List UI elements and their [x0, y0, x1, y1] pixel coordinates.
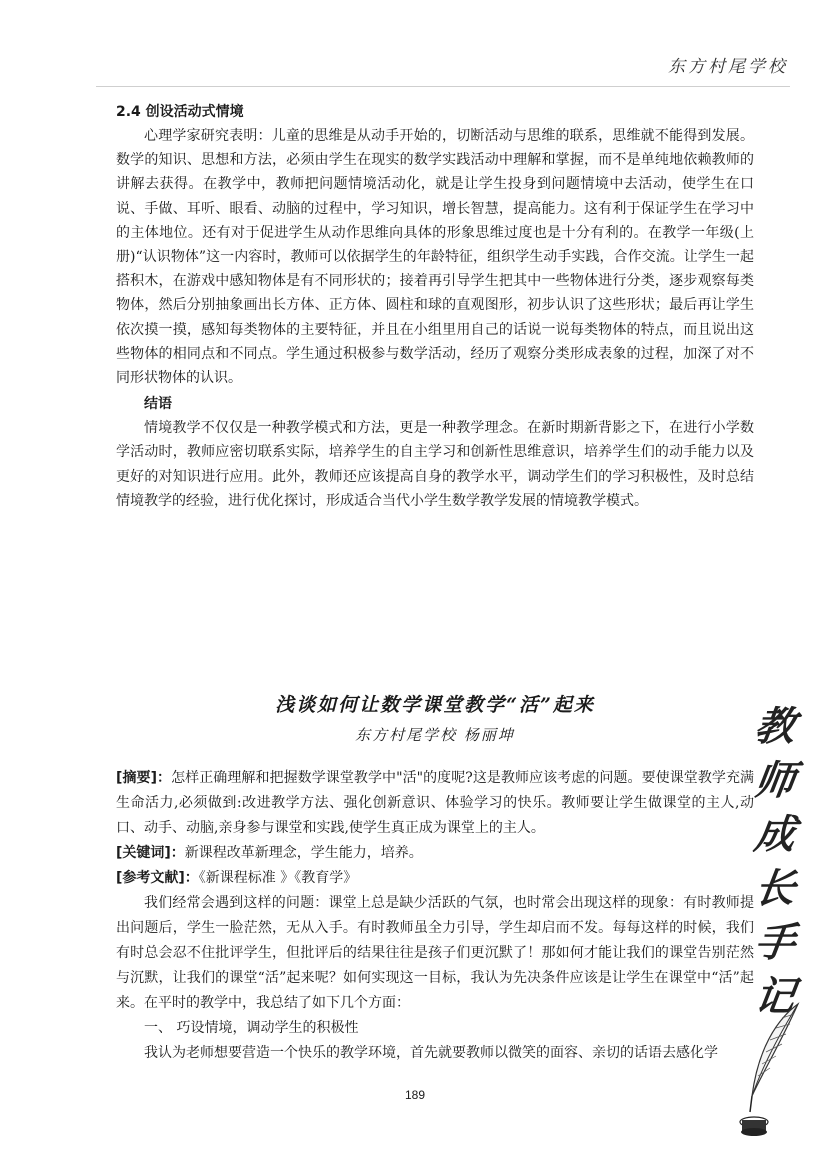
section-paragraph: 心理学家研究表明：儿童的思维是从动手开始的，切断活动与思维的联系，思维就不能得到发展。数学的知识、思想和方法，必须由学生在现实的数学实践活动中理解和掌握，而不是单纯地依赖教师的讲解去获得。在教学中，教师把问题情境活动化，就是让学生投身到问题情境中去活动，使学生在口说、手做、耳听、眼看、动脑的过程中，学习知识，增长智慧，提高能力。这有利于保证学生在学习中的主体地位。还有对于促进学生从动作思维向具体的形象思维过度也是十分有利的。在教学一年级(上册)“认识物体”这一内容时，教师可以依据学生的年龄特征，组织学生动手实践，合作交流。让学生一起搭积木，在游戏中感知物体是有不同形状的；接着再引导学生把其中一些物体进行分类，逐步观察每类物体，然后分别抽象画出长方体、正方体、圆柱和球的直观图形，初步认识了这些形状；最后再让学生依次摸一摸，感知每类物体的主要特征，并且在小组里用自己的话说一说每类物体的特点，而且说出这些物体的相同点和不同点。学生通过积极参与数学活动，经历了观察分类形成表象的过程，加深了对不同形状物体的认识。 — [116, 128, 754, 387]
article-body — [116, 766, 754, 1066]
section-2-4 — [116, 100, 754, 513]
point-one-text: 我认为老师想要营造一个快乐的教学环境，首先就要教师以微笑的面容、亲切的话语去感化学 — [144, 1045, 718, 1061]
sidebar-char: 成 — [751, 811, 799, 858]
references-label: [参考文献]： — [116, 870, 199, 886]
sidebar-char: 记 — [751, 973, 799, 1020]
abstract-label: [摘要]： — [116, 770, 172, 786]
keywords-text: 新课程改革新理念，学生能力，培养。 — [184, 845, 423, 861]
conclusion-heading: 结语 — [144, 396, 172, 413]
sidebar-title — [740, 700, 810, 1024]
sidebar-char: 教 — [751, 703, 799, 750]
article-title: 浅谈如何让数学课堂教学“活”起来 — [275, 694, 595, 716]
intro-paragraph: 我们经常会遇到这样的问题：课堂上总是缺少活跃的气氛，也时常会出现这样的现象：有时教师提出问题后，学生一脸茫然，无从入手。有时教师虽全力引导，学生却启而不发。每每这样的时候，我们有时总会忍不住批评学生，但批评后的结果往往是孩子们更沉默了！那如何才能让我们的课堂告别茫然与沉默，让我们的课堂“活”起来呢？如何实现这一目标，我认为先决条件应该是让学生在课堂中“活”起来。在平时的教学中，我总结了如下几个方面： — [116, 895, 754, 1011]
article-author: 东方村尾学校 杨丽坤 — [355, 726, 515, 744]
header-school-name: 东方村尾学校 — [668, 57, 788, 77]
sidebar-char: 手 — [751, 919, 799, 966]
abstract-text: 怎样正确理解和把握数学课堂教学中"活"的度呢?这是教师应该考虑的问题。要使课堂教学充满生命活力,必须做到:改进教学方法、强化创新意识、体验学习的快乐。教师要让学生做课堂的主人,动口、动手、动脑,亲身参与课堂和实践,使学生真正成为课堂上的主人。 — [116, 770, 755, 836]
page-number: 189 — [404, 1088, 426, 1102]
references-text: 《新课程标准 》《教育学》 — [198, 870, 358, 886]
keywords — [116, 841, 754, 866]
point-one-heading: 一、 巧设情境，调动学生的积极性 — [144, 1020, 359, 1036]
references — [116, 866, 754, 891]
page-header — [0, 0, 830, 90]
section-heading: 2.4 创设活动式情境 — [116, 104, 244, 120]
conclusion-paragraph: 情境教学不仅仅是一种教学模式和方法，更是一种教学理念。在新时期新背影之下，在进行小学数学活动时，教师应密切联系实际，培养学生的自主学习和创新性思维意识，培养学生们的动手能力以及更好的对知识进行应用。此外，教师还应该提高自身的教学水平，调动学生们的学习积极性，及时总结情境教学的经验，进行优化探讨，形成适合当代小学生数学教学发展的情境教学模式。 — [116, 420, 754, 509]
abstract — [116, 766, 754, 841]
sidebar-char: 长 — [751, 865, 799, 912]
quill-pen-icon — [736, 1000, 806, 1140]
header-rule — [96, 86, 790, 87]
sidebar-char: 师 — [751, 757, 799, 804]
keywords-label: [关键词]： — [116, 845, 185, 861]
